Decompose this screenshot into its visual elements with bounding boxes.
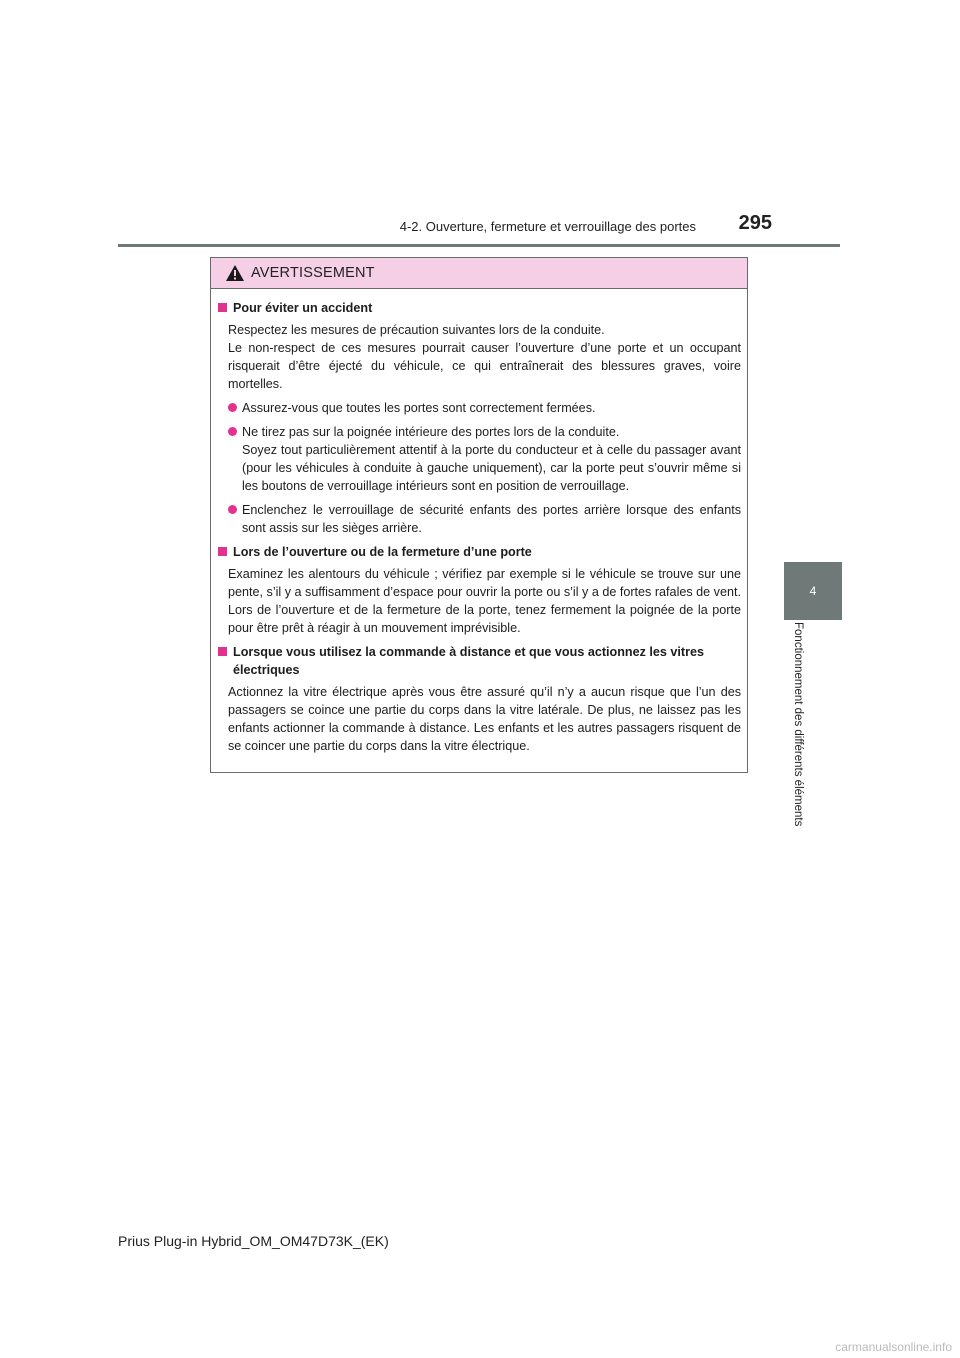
square-bullet-icon: [218, 647, 227, 656]
chapter-number: 4: [809, 584, 817, 598]
chapter-label: Fonctionnement des différents éléments: [792, 622, 804, 827]
watermark: carmanualsonline.info: [835, 1340, 952, 1354]
list-item: Assurez-vous que toutes les portes sont correctement fermées.: [217, 399, 741, 417]
square-bullet-icon: [218, 547, 227, 556]
warning-body: [211, 289, 747, 755]
section-paragraph: Examinez les alentours du véhicule ; vérifiez par exemple si le véhicule se trouve sur une pente, s’il y a suffisamment d’espace pour ouvrir la porte ou s’il y a de fortes rafales de vent. Lors de l’ouverture et de la fermeture de la porte, tenez fermement la poignée de la porte pour être prêt à réagir à un mouvement imprévisible.: [228, 567, 741, 635]
chapter-label-wrap: [784, 622, 812, 862]
section-title: Lorsque vous utilisez la commande à distance et que vous actionnez les vitres électriques: [217, 643, 741, 679]
section-title: Pour éviter un accident: [217, 299, 741, 317]
warning-title: AVERTISSEMENT: [251, 265, 375, 281]
round-bullet-icon: [228, 505, 237, 514]
list-item: Enclenchez le verrouillage de sécurité enfants des portes arrière lorsque des enfants sont assis sur les sièges arrière.: [217, 501, 741, 537]
section-paragraph: Respectez les mesures de précaution suivantes lors de la conduite. Le non-respect de ces mesures pourrait causer l’ouverture d’une porte et un occupant risquerait d’être éjecté du véhicule, ce qui entraînerait des blessures graves, voire mortelles.: [228, 323, 741, 391]
section-paragraph: Actionnez la vitre électrique après vous être assuré qu’il n’y a aucun risque que l’un des passagers se coince une partie du corps dans la vitre latérale. De plus, ne laissez pas les enfants actionner la commande à distance. Les enfants et les autres passagers risquent de se coincer une partie du corps dans la vitre électrique.: [228, 685, 741, 753]
page-number: 295: [738, 212, 772, 234]
warning-box: [210, 257, 748, 773]
list-item: Ne tirez pas sur la poignée intérieure des portes lors de la conduite. Soyez tout particulièrement attentif à la porte du conducteur et à celle du passager avant (pour les véhicules à conduite à gauche uniquement), car la porte peut s’ouvrir même si les boutons de verrouillage intérieurs sont en position de verrouillage.: [217, 423, 741, 495]
warning-header: [211, 258, 747, 289]
chapter-tab: [784, 562, 842, 620]
header-divider: [118, 244, 840, 247]
section-heading: 4-2. Ouverture, fermeture et verrouillage des portes: [399, 219, 696, 234]
footer-model: Prius Plug-in Hybrid_OM_OM47D73K_(EK): [118, 1233, 389, 1249]
warning-triangle-icon: [225, 264, 245, 282]
section-title: Lors de l’ouverture ou de la fermeture d’une porte: [217, 543, 741, 561]
round-bullet-icon: [228, 427, 237, 436]
square-bullet-icon: [218, 303, 227, 312]
round-bullet-icon: [228, 403, 237, 412]
